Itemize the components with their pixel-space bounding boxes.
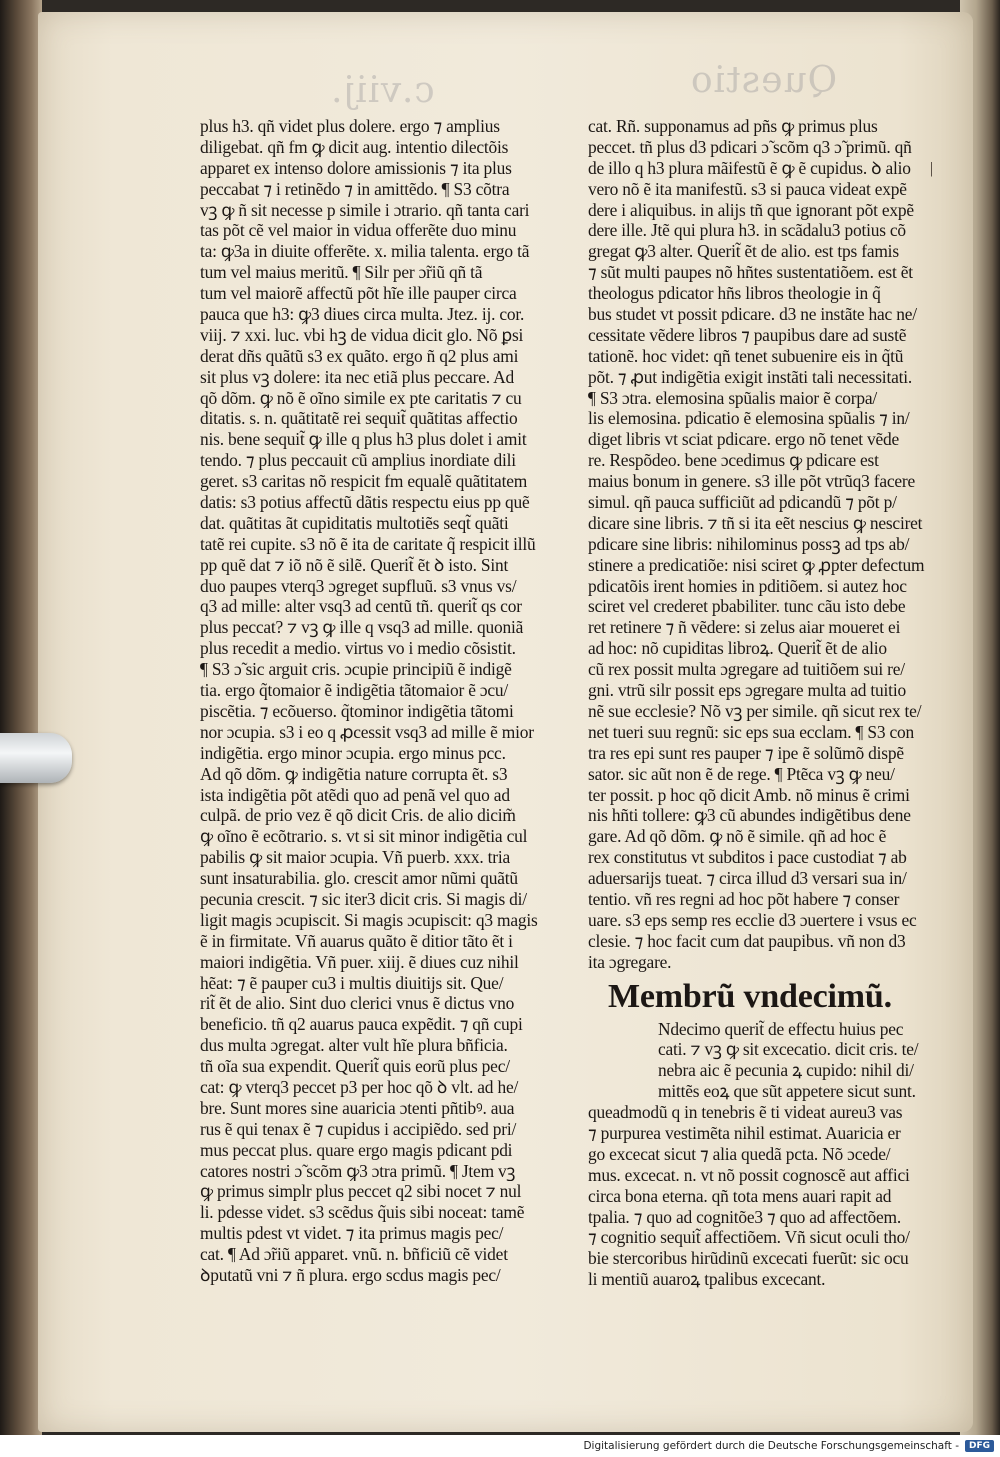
text-line: de illo q h3 plura mãifestũ ẽ ꝙ ẽ cupidus. ꝺ alio [588, 157, 911, 178]
text-line: pecunia crescit. ⁊ sic iter3 dicit cris. Si magis di/ [200, 888, 527, 909]
section-text-line: queadmodũ q in tenebris ẽ ti videat aureu3 vas [588, 1102, 903, 1123]
text-line: dere i aliquibus. in alijs tñ que ignorant põt expẽ [588, 199, 914, 220]
text-line: li. pdesse videt. s3 scẽdus q̃uis sibi noceat: tamẽ [200, 1202, 525, 1223]
text-line: mus peccat plus. quare ergo magis pdicant pdi [200, 1139, 513, 1160]
text-line: vꝫ ꝙ ñ sit necesse p simile i ɔtrario. qñ tanta cari [200, 199, 530, 220]
adjacent-page-fragment: | [930, 160, 934, 177]
text-line: tationẽ. hoc videt: qñ tenet subuenire eis in q̃tũ [588, 345, 904, 366]
section-text-line: mittẽs eoꝝ que sũt appetere sicut sunt. [658, 1081, 916, 1102]
text-line: ad hoc: nõ cupiditas libroꝝ. Querit̃ ẽt de alio [588, 638, 887, 659]
text-line: indigẽtia. ergo minor ɔcupia. ergo minus pcc. [200, 742, 506, 763]
text-line: geret. s3 caritas nõ respicit fm equalẽ quãtitatem [200, 471, 528, 492]
text-line: ¶ S3 ɔtra. elemosina spũalis maior ẽ corpa/ [588, 387, 878, 408]
text-line: pp quẽ dat ⁊ iõ nõ ẽ silẽ. Querit̃ ẽt ꝺ isto. Sint [200, 554, 509, 575]
text-line: diget libris vt sciat pdicare. ergo nõ tenet vẽde [588, 429, 900, 450]
text-line: bus studet vt possit pdicare. d3 ne instãte hac ne/ [588, 304, 917, 325]
text-line: Ad qõ dõm. ꝙ indigẽtia nature corrupta ẽt. s3 [200, 763, 508, 784]
text-line: cat. ¶ Ad ɔ̃riũ apparet. vnũ. n. bñficiũ cẽ videt [200, 1244, 508, 1265]
text-line: tentio. vñ res regni ad hoc põt habere ⁊ conser [588, 888, 900, 909]
text-line: ditatis. s. n. quãtitatẽ rei sequit̃ quãtitas affectio [200, 408, 518, 429]
text-line: net tueri suu regnũ: sic eps sua ecclam. ¶ S3 con [588, 721, 914, 742]
text-line: tñ oĩa sua expendit. Querit̃ quis eorũ plus pec/ [200, 1056, 510, 1077]
text-line: q3 ad mille: alter vsq3 ad centũ tñ. querit̃ qs cor [200, 596, 522, 617]
section-text-line: ⁊ cognitio sequit̃ affectiõem. Vñ sicut oculi tho/ [588, 1227, 910, 1248]
text-line: aduersarijs tueat. ⁊ circa illud d3 versari sua in/ [588, 868, 907, 889]
text-line: viij. ⁊ xxi. luc. vbi hꝫ de vidua dicit glo. Nõ ꝑsi [200, 324, 524, 345]
text-line: diligebat. qñ fm ꝙ dicit aug. intentio dilectõis [200, 136, 509, 157]
text-line: ita ɔgregare. [588, 951, 672, 972]
text-line: qõ dõm. ꝙ nõ ẽ oĩno simile ex pte caritatis ⁊ cu [200, 387, 522, 408]
text-line: catores nostri ɔ̃ scõm ꝙ3 ɔtra primũ. ¶ Jtem vꝫ [200, 1160, 516, 1181]
text-line: tum vel maiorẽ affectũ põt hĩe ille pauper circa [200, 283, 517, 304]
text-line: ¶ S3 ɔ̃ sic arguit cris. ɔcupie principiũ ẽ indigẽ [200, 659, 512, 680]
text-line: rus ẽ qui tenax ẽ ⁊ cupidus i accipiẽdo. sed pri/ [200, 1118, 517, 1139]
text-line: stinere a predicatiõe: nisi sciret ꝙ ꝓpter defectum [588, 554, 925, 575]
section-text-line: li mentiũ auaroꝝ tpalibus excecant. [588, 1269, 826, 1290]
section-text-line: bie stercoribus hirũdinũ excecati fuerũt: sic ocu [588, 1248, 909, 1269]
text-line: nis. bene sequit̃ ꝙ ille q plus h3 plus dolet i amit [200, 429, 527, 450]
text-line: re. Respõdeo. bene ɔcedimus ꝙ pdicare est [588, 450, 879, 471]
text-line: ret retinere ⁊ ñ vẽdere: si zelus aiar moueret ei [588, 617, 901, 638]
text-line: multis pdest vt videt. ⁊ ita primus magis pec/ [200, 1223, 504, 1244]
section-text-line: nebra aic ẽ pecunia ꝝ cupido: nihil di/ [658, 1060, 914, 1081]
text-line: tas põt cẽ vel maior in vidua offerẽte duo minu [200, 220, 517, 241]
text-line: peccet. tñ plus d3 pdicari ɔ̃ scõm q3 ɔ̃ primũ. qñ [588, 136, 912, 157]
book-edge-left [0, 0, 42, 1435]
text-line: culpã. de prio vez ẽ qõ dicit Cris. de alio dicim̃ [200, 805, 516, 826]
text-line: plus recedit a medio. virtus vo i medio cõsistit. [200, 638, 516, 659]
dfg-logo: DFG [965, 1440, 994, 1452]
text-line: dat. quãtitas ãt cupiditatis multotiẽs seqt̃ quãti [200, 512, 509, 533]
text-line: derat dñs quãtũ s3 ex quãto. ergo ñ q2 plus ami [200, 345, 519, 366]
text-line: gni. vtrũ silr possit eps ɔgregare multa ad tuitio [588, 680, 906, 701]
text-line: peccabat ⁊ i retinẽdo ⁊ in amittẽdo. ¶ S3 cõtra [200, 178, 510, 199]
left-text-column [200, 116, 572, 1286]
section-text-line: tpalia. ⁊ quo ad cognitõe3 ⁊ quo ad affectõem. [588, 1206, 901, 1227]
section-text-line: ⁊ purpurea vestimẽta nihil estimat. Auaricia er [588, 1122, 901, 1143]
text-line: sator. sic aũt non ẽ de rege. ¶ Ptẽca vꝫ ꝙ neu/ [588, 763, 895, 784]
text-line: cũ rex possit multa ɔgregare ad tuitiõem sui re/ [588, 659, 905, 680]
text-line: gare. Ad qõ dõm. ꝙ nõ ẽ simile. qñ ad hoc ẽ [588, 826, 887, 847]
digitization-footer [0, 1435, 1000, 1457]
text-line: rex constitutus vt subditos i pace custodiat ⁊ ab [588, 847, 907, 868]
footer-credit: Digitalisierung gefördert durch die Deutsche Forschungsgemeinschaft - [583, 1440, 959, 1452]
text-line: cessitate vẽdere libros ⁊ paupibus dare ad sustẽ [588, 324, 907, 345]
text-line: datis: s3 potius affectũ dãtis respectu eius pp quẽ [200, 492, 530, 513]
section-text-line: circa bona eterna. qñ tota mens auari rapit ad [588, 1185, 892, 1206]
text-line: sciret vel crederet pbabiliter. tunc cãu isto debe [588, 596, 906, 617]
text-line: nor ɔcupia. s3 i eo q ꝓcessit vsq3 ad mille ẽ mior [200, 721, 534, 742]
page-clip [0, 733, 72, 783]
text-line: ter possit. p hoc qõ dicit Amb. nõ minus ẽ crimi [588, 784, 910, 805]
text-line: simul. qñ pauca sufficiũt ad pdicandũ ⁊ põt p/ [588, 492, 897, 513]
text-line: pdicatõis irent homies in pditiõem. si autez hoc [588, 575, 907, 596]
section-text-line: cati. ⁊ vꝫ ꝙ sit excecatio. dicit cris. te/ [658, 1039, 919, 1060]
text-line: hẽat: ⁊ ẽ pauper cu3 i multis diuitijs sit. Que/ [200, 972, 504, 993]
text-line: cat. Rñ. supponamus ad pñs ꝙ primus plus [588, 116, 878, 136]
text-line: ꝺputatũ vni ⁊ ñ plura. ergo scdus magis pec/ [200, 1264, 501, 1285]
text-line: ꝙ oĩno ẽ ecõtrario. s. vt si sit minor indigẽtia cul [200, 826, 528, 847]
text-line: tia. ergo q̃tomaior ẽ indigẽtia tãtomaior ẽ ɔcu/ [200, 680, 509, 701]
show-through-text-left: c.viij. [330, 70, 435, 111]
text-line: ta: ꝙ3a in diuite offerẽte. x. milia talenta. ergo tã [200, 241, 530, 262]
text-line: gregat ꝙ3 alter. Querit̃ ẽt de alio. est tps famis [588, 241, 899, 262]
text-line: clesie. ⁊ hoc facit cum dat paupibus. vñ non d3 [588, 930, 906, 951]
text-line: ẽ in firmitate. Vñ auarus quãto ẽ ditior tãto ẽt i [200, 930, 513, 951]
text-line: sunt insaturabilia. glo. crescit amor nũmi quãtũ [200, 868, 518, 889]
text-line: tatẽ rei cupite. s3 nõ ẽ ita de caritate q̃ respicit illũ [200, 533, 536, 554]
text-line: dus multa ɔgregat. alter vult hĩe plura bñficia. [200, 1035, 508, 1056]
text-line: dicare sine libris. ⁊ tñ si ita eẽt nescius ꝙ nesciret [588, 512, 923, 533]
text-line: ista indigẽtia põt atẽdi quo ad penã vel quo ad [200, 784, 510, 805]
text-line: maiori indigẽtia. Vñ puer. xiij. ẽ diues cuz nihil [200, 951, 519, 972]
text-line: ꝙ primus simplr plus peccet q2 sibi nocet ⁊ nul [200, 1181, 522, 1202]
right-text-column [588, 116, 948, 1290]
text-line: tra res epi sunt res pauper ⁊ ipe ẽ solũmõ dispẽ [588, 742, 904, 763]
text-line: plus peccat? ⁊ vꝫ ꝙ ille q vsq3 ad mille. quoniã [200, 617, 524, 638]
text-line: nis hñti tollere: ꝙ3 cũ abundes indigẽtibus dene [588, 805, 911, 826]
text-line: ligit magis ɔcupiscit. Si magis ɔcupiscit: q3 magis [200, 909, 538, 930]
text-line: bre. Sunt mores sine auaricia ɔtenti pñtibꝰ. aua [200, 1097, 515, 1118]
text-line: põt. ⁊ ꝓut indigẽtia exigit instãti tali necessitati. [588, 366, 913, 387]
text-line: plus h3. qñ videt plus dolere. ergo ⁊ amplius [200, 116, 500, 136]
show-through-text-right: Questio [690, 60, 838, 101]
text-line: cat: ꝙ vterq3 peccet p3 per hoc qõ ꝺ vlt. ad he/ [200, 1076, 519, 1097]
section-text-line: Ndecimo querit̃ de effectu huius pec [658, 1018, 904, 1039]
text-line: sit plus vꝫ dolere: ita nec etiã plus peccare. Ad [200, 366, 514, 387]
text-line: rit̃ ẽt de alio. Sint duo clerici vnus ẽ dictus vno [200, 993, 515, 1014]
text-line: uare. s3 eps semp res ecclie d3 ɔuertere i vsus ec [588, 909, 917, 930]
text-line: lis elemosina. pdicatio ẽ elemosina spũalis ⁊ in/ [588, 408, 910, 429]
section-text-line: mus. excecat. n. vt nõ possit cognoscẽ aut affici [588, 1164, 910, 1185]
text-line: theologus pdicator hñs libros theologie in q̃ [588, 283, 881, 304]
text-line: beneficio. tñ q2 auarus pauca expẽdit. ⁊ qñ cupi [200, 1014, 523, 1035]
text-line: pabilis ꝙ sit maior ɔcupia. Vñ puerb. xxx. tria [200, 847, 511, 868]
text-line: pauca que h3: ꝙ3 diues circa multa. Jtez. ij. cor. [200, 304, 525, 325]
text-line: tendo. ⁊ plus peccauit cũ amplius inordiate dili [200, 450, 516, 471]
text-line: maius bonum in genere. s3 ille põt vtrũq3 facere [588, 471, 916, 492]
text-line: apparet ex intenso dolore amissionis ⁊ ita plus [200, 157, 512, 178]
text-line: pdicare sine libris: nihilominus possꝫ ad tps ab/ [588, 533, 910, 554]
text-line: nẽ sue ecclesie? Nõ vꝫ per simile. qñ sicut rex te/ [588, 700, 922, 721]
text-line: dere ille. Jtẽ qui plura h3. in scãdalu3 potius cõ [588, 220, 906, 241]
text-line: duo paupes vterq3 ɔgreget supfluũ. s3 vnus vs/ [200, 575, 517, 596]
section-heading: Membrũ vndecimũ. [608, 977, 892, 1015]
text-line: piscẽtia. ⁊ ecõuerso. q̃tominor indigẽtia tãtomi [200, 700, 514, 721]
section-text-line: go excecat sicut ⁊ alia quedã pcta. Nõ ɔcede/ [588, 1143, 891, 1164]
text-line: tum vel maius meritũ. ¶ Silr per ɔ̃riũ qñ tã [200, 262, 483, 283]
text-line: vero nõ ẽ ita manifestũ. s3 si pauca videat expẽ [588, 178, 907, 199]
text-line: ⁊ sũt multi paupes nõ hñtes sustentatiõem. est ẽt [588, 262, 913, 283]
